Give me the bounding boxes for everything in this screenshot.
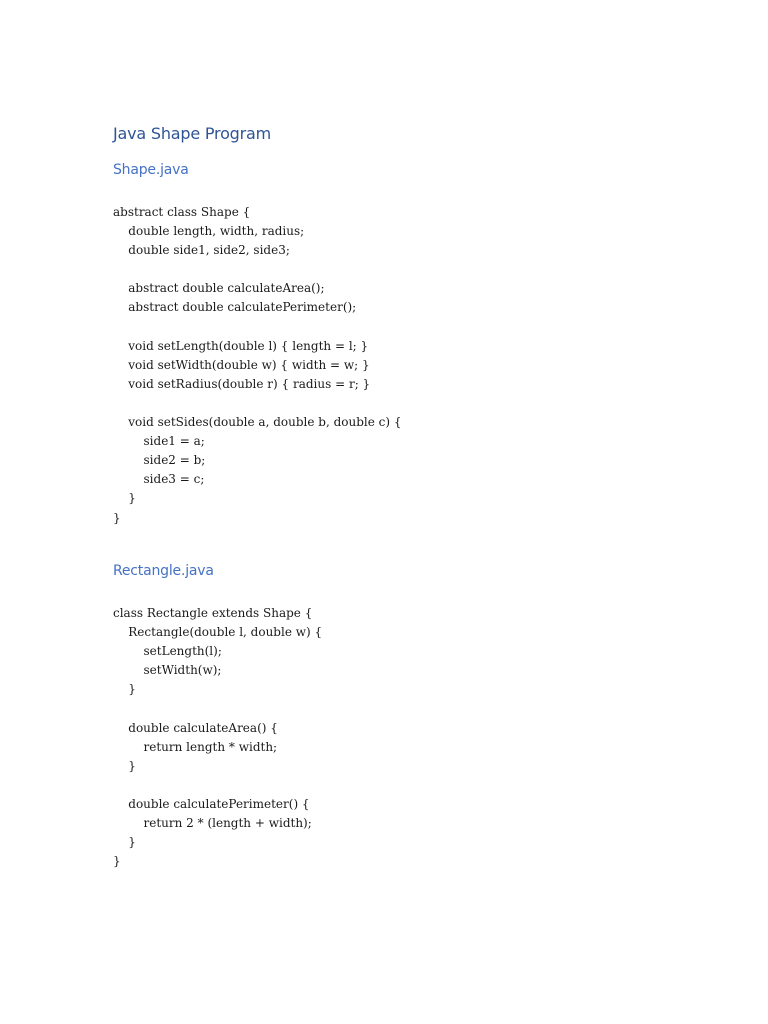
code-line: abstract class Shape { bbox=[113, 205, 251, 219]
code-line: abstract double calculatePerimeter(); bbox=[113, 300, 357, 315]
code-line: double side1, side2, side3; bbox=[113, 243, 290, 258]
section-heading-shape-java: Shape.java bbox=[113, 162, 189, 178]
code-line: double calculatePerimeter() { bbox=[113, 796, 310, 811]
code-block-rectangle-java bbox=[113, 604, 322, 871]
code-line: Rectangle(double l, double w) { bbox=[113, 625, 323, 640]
code-line: side2 = b; bbox=[113, 453, 206, 468]
code-line: double calculateArea() { bbox=[113, 720, 278, 735]
code-line: side3 = c; bbox=[113, 472, 205, 487]
code-line: return 2 * (length + width); bbox=[113, 816, 312, 831]
code-line bbox=[113, 260, 402, 279]
code-line: } bbox=[113, 682, 136, 697]
code-line: side1 = a; bbox=[113, 434, 205, 449]
code-line: void setRadius(double r) { radius = r; } bbox=[113, 376, 371, 391]
code-line: void setSides(double a, double b, double c) { bbox=[113, 415, 402, 430]
code-line bbox=[113, 394, 402, 413]
code-line: } bbox=[113, 835, 136, 850]
code-line: class Rectangle extends Shape { bbox=[113, 606, 313, 620]
code-line: setWidth(w); bbox=[113, 663, 222, 678]
code-line: void setLength(double l) { length = l; } bbox=[113, 338, 369, 353]
code-line: setLength(l); bbox=[113, 644, 222, 659]
code-block-shape-java bbox=[113, 203, 402, 528]
code-line: return length * width; bbox=[113, 739, 278, 754]
code-line: abstract double calculateArea(); bbox=[113, 281, 325, 296]
code-line: void setWidth(double w) { width = w; } bbox=[113, 357, 370, 372]
code-line bbox=[113, 699, 322, 718]
code-line: } bbox=[113, 758, 136, 773]
code-line: } bbox=[113, 510, 121, 525]
section-heading-rectangle-java: Rectangle.java bbox=[113, 563, 214, 579]
code-line bbox=[113, 318, 402, 337]
code-line bbox=[113, 776, 322, 795]
code-line: double length, width, radius; bbox=[113, 224, 305, 239]
document-title: Java Shape Program bbox=[113, 124, 271, 143]
code-line: } bbox=[113, 854, 121, 869]
code-line: } bbox=[113, 491, 136, 506]
